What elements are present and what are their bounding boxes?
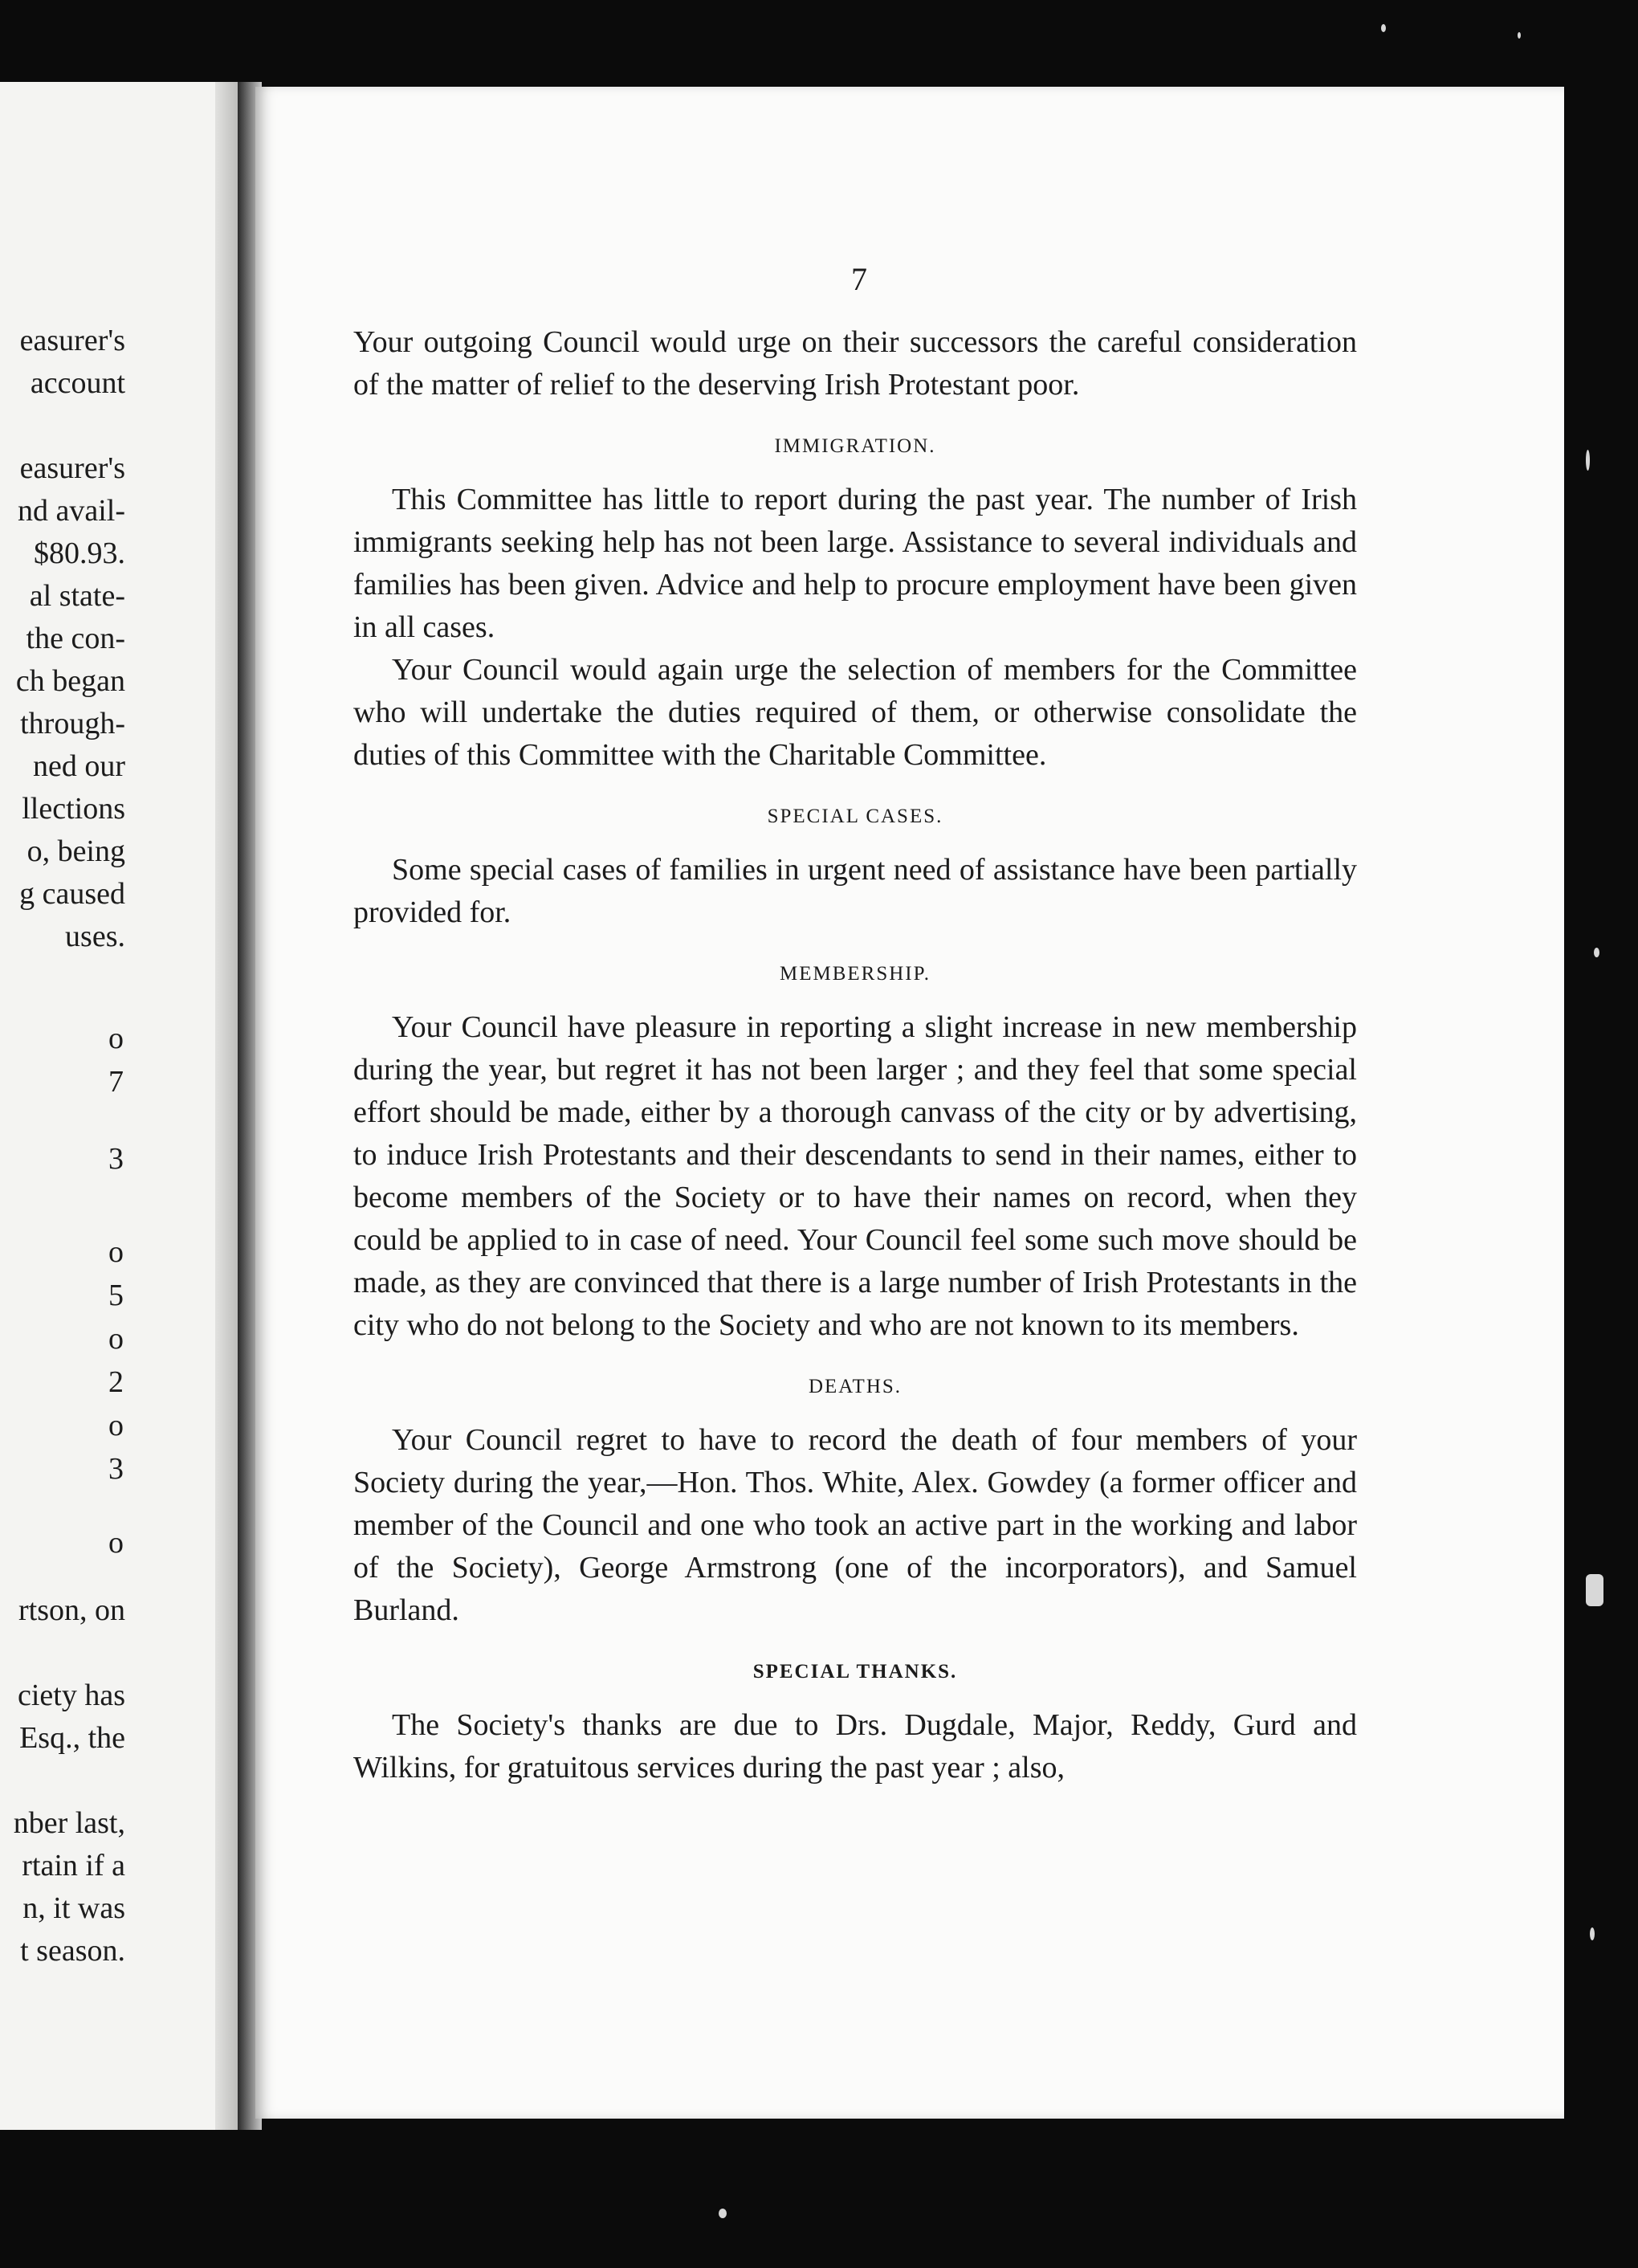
deaths-paragraph: Your Council regret to have to record the death of four members of your Society during the year,—Hon. Thos. White, Alex. Gowdey (a former officer and member of the Council and one who took an active part in the working and labor of the Society), George Armstrong (one of the incorporators), and Samuel Burland. [353, 1423, 1357, 1627]
scan-speck [1590, 1927, 1595, 1940]
left-page-line: o [108, 1322, 124, 1356]
left-page-line: Esq., the [19, 1721, 125, 1755]
left-page-line: o [108, 1409, 124, 1442]
left-page-line: $80.93. [34, 536, 125, 570]
left-page-line: 3 [108, 1452, 124, 1486]
left-page-line: n, it was [22, 1891, 125, 1925]
left-page-line: 3 [108, 1142, 124, 1176]
left-page-line: easurer's [19, 451, 125, 485]
left-page-line: 2 [108, 1365, 124, 1399]
scan-speck [1586, 450, 1590, 471]
left-page-line: nd avail- [17, 494, 125, 528]
left-page-line: ned our [32, 749, 125, 783]
section-heading-membership: MEMBERSHIP. [779, 963, 931, 985]
left-page-line: o [108, 1235, 124, 1269]
section-heading-immigration: IMMIGRATION. [774, 435, 936, 457]
scan-speck [1586, 1574, 1603, 1606]
left-page-line: al state- [29, 579, 125, 613]
intro-paragraph: Your outgoing Council would urge on their successors the careful consideration of the matter of relief to the deserving Irish Protestant poor. [353, 325, 1357, 402]
previous-page-fragment [0, 82, 238, 2130]
left-page-line: o, being [26, 834, 125, 868]
special-cases-paragraph: Some special cases of families in urgent need of assistance have been partially provided for. [353, 853, 1357, 929]
immigration-paragraph-2: Your Council would again urge the selection of members for the Committee who will undertake the duties required of them, or otherwise consolidate the duties of this Committee with the Charitable Committee. [353, 653, 1357, 772]
section-heading-special-cases: SPECIAL CASES. [767, 806, 943, 827]
page-edge-shadow [215, 82, 238, 2130]
left-page-line: through- [20, 707, 125, 740]
scan-speck [1594, 948, 1599, 957]
membership-paragraph: Your Council have pleasure in reporting a slight increase in new membership during the year, but regret it has not been larger ; and they feel that some special effort should be made, either by a thorough canvass of the city or by advertising, to induce Irish Protestants and their descendants to send in their names, either to become members of the Society or to have their names on record, when they could be applied to in case of need. Your Council feel some such move should be made, as they are convinced that there is a large number of Irish Protestants in the city who do not belong to the Society and who are not known to its members. [353, 1010, 1357, 1342]
scan-speck [719, 2209, 727, 2218]
left-page-line: 7 [108, 1065, 124, 1099]
left-page-line: g caused [19, 877, 125, 911]
left-page-line: nber last, [13, 1806, 125, 1840]
scan-speck [1381, 24, 1386, 32]
left-page-line: ciety has [17, 1679, 125, 1712]
immigration-paragraph-1: This Committee has little to report during the past year. The number of Irish immigrants seeking help has not been large. Assistance to several individuals and families has been given. Advice and help to procure employment have been given in all cases. [353, 483, 1357, 644]
left-page-line: 5 [108, 1279, 124, 1312]
section-heading-special-thanks: SPECIAL THANKS. [752, 1661, 958, 1683]
left-page-line: rtain if a [22, 1849, 125, 1883]
left-page-line: uses. [65, 920, 125, 953]
left-page-line: t season. [20, 1934, 125, 1968]
section-heading-deaths: DEATHS. [808, 1376, 903, 1397]
scan-speck [1518, 32, 1521, 39]
left-page-line: llections [22, 792, 125, 826]
page-body [353, 321, 1357, 1789]
left-page-line: o [108, 1022, 124, 1055]
left-page-line: ch began [15, 664, 125, 698]
left-page-line: account [30, 366, 125, 400]
special-thanks-paragraph: The Society's thanks are due to Drs. Dugdale, Major, Reddy, Gurd and Wilkins, for gratuitous services during the past year ; also, [353, 1708, 1357, 1785]
left-page-line: rtson, on [18, 1593, 125, 1627]
left-page-line: easurer's [19, 324, 125, 357]
left-page-line: the con- [26, 622, 125, 655]
page-number: 7 [851, 261, 867, 297]
left-page-line: o [108, 1526, 124, 1560]
